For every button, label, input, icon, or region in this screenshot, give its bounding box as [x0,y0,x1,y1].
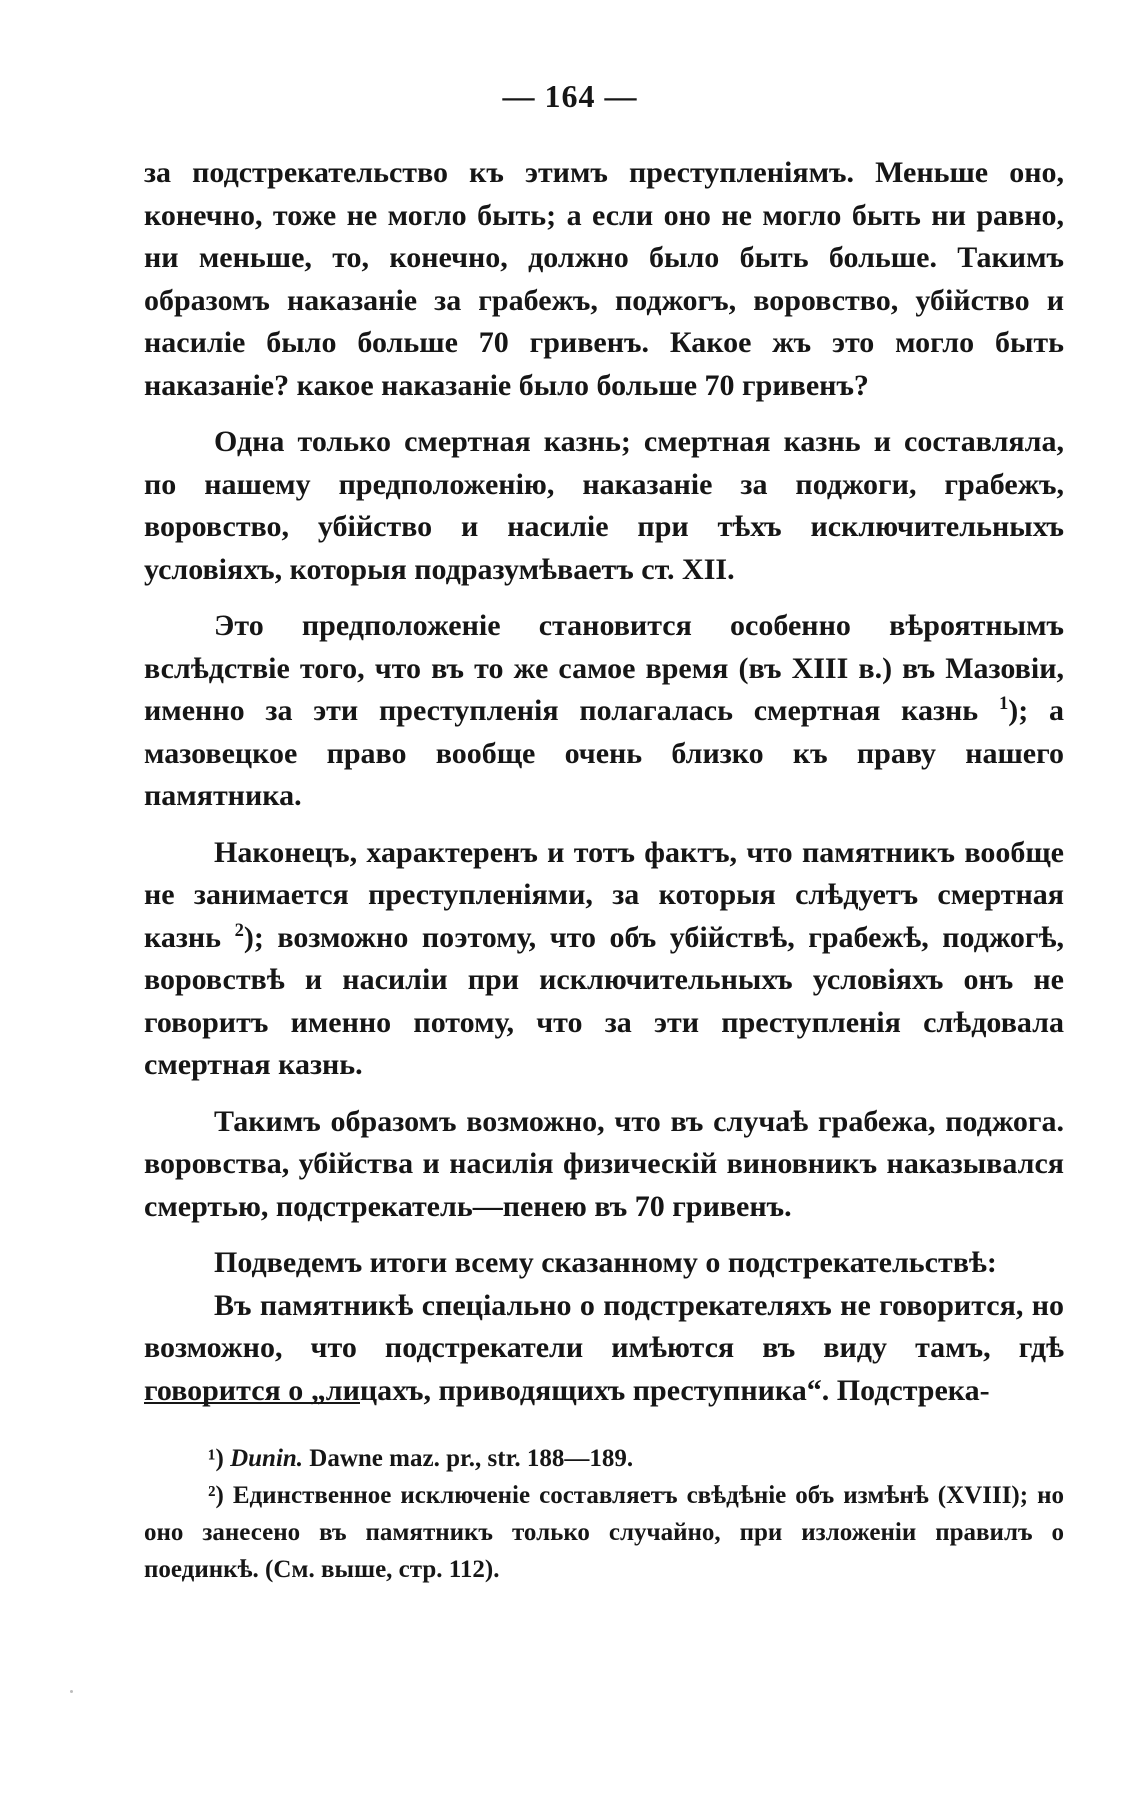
footnote-1-text: Dawne maz. pr., str. 188—189. [309,1445,634,1472]
paragraph-4 [144,832,1064,1087]
main-text [144,152,1064,1426]
page-number: — 164 — [502,78,638,114]
paragraph-3-text-before-ref: Это предположеніе становится особенно вѣроятнымъ вслѣдствіе того, что въ то же самое время (въ XIII в.) въ Мазовіи, именно за эти преступленія полагалась смертная казнь [144,609,1064,727]
footnote-2-marker: ²) [208,1482,224,1509]
footnote-2-text: Единственное исключеніе составляетъ свѣдѣніе объ измѣнѣ (XVIII); но оно занесено въ памятникъ только случайно, при изложеніи правилъ о поединкѣ. (См. выше, стр. 112). [144,1482,1064,1583]
footnote-ref-2[interactable]: 2 [234,919,244,941]
footnote-ref-1[interactable]: 1 [998,693,1009,714]
paragraph-3 [144,605,1064,818]
paragraph-6: Подведемъ итоги всему сказанному о подстрекательствѣ: [214,1246,997,1279]
paragraph-4-text-before-ref: Наконецъ, характеренъ и тотъ фактъ, что памятникъ вообще не занимается преступленіями, за которыя слѣдуетъ смертная казнь [144,835,1064,954]
paragraph-5: Такимъ образомъ возможно, что въ случаѣ грабежа, поджога. воровства, убійства и насилія физическій виновникъ наказывался смертью, подстрекатель—пенею въ 70 гривенъ. [144,1104,1064,1223]
paragraph-7: Въ памятникѣ спеціально о подстрекателяхъ не говорится, но возможно, что подстрекатели имѣются въ виду тамъ, гдѣ говорится о „лицахъ, приводящихъ преступника“. Подстрека- [144,1288,1064,1407]
footnotes [144,1440,1064,1588]
paragraph-3-text-after-ref: ); а мазовецкое право вообще очень близко къ праву нашего памятника. [144,694,1065,812]
paragraph-4-text-after-ref: ); возможно поэтому, что объ убійствѣ, грабежѣ, поджогѣ, воровствѣ и насиліи при исключительныхъ условіяхъ онъ не говоритъ именно потому, что за эти преступленія слѣдовала смертная казнь. [144,920,1064,1081]
footnote-separator [144,1402,360,1404]
footnote-1-marker: ¹) [208,1445,224,1472]
paper-speck [70,1690,73,1693]
footnote-2 [144,1477,1064,1588]
footnote-1 [144,1440,1064,1477]
paragraph-2: Одна только смертная казнь; смертная казнь и составляла, по нашему предположенію, наказаніе за поджоги, грабежъ, воровство, убійство и насиліе при тѣхъ исключительныхъ условіяхъ, которыя подразумѣваетъ ст. XII. [144,425,1064,586]
footnote-1-author: Dunin. [230,1445,304,1472]
paragraph-1: за подстрекательство къ этимъ преступленіямъ. Меньше оно, конечно, тоже не могло быть; а если оно не могло быть ни равно, ни меньше, то, конечно, должно было быть больше. Такимъ образомъ наказаніе за грабежъ, поджогъ, воровство, убійство и насиліе было больше 70 гривенъ. Какое жъ это могло быть наказаніе? какое наказаніе было больше 70 гривенъ? [144,156,1064,402]
